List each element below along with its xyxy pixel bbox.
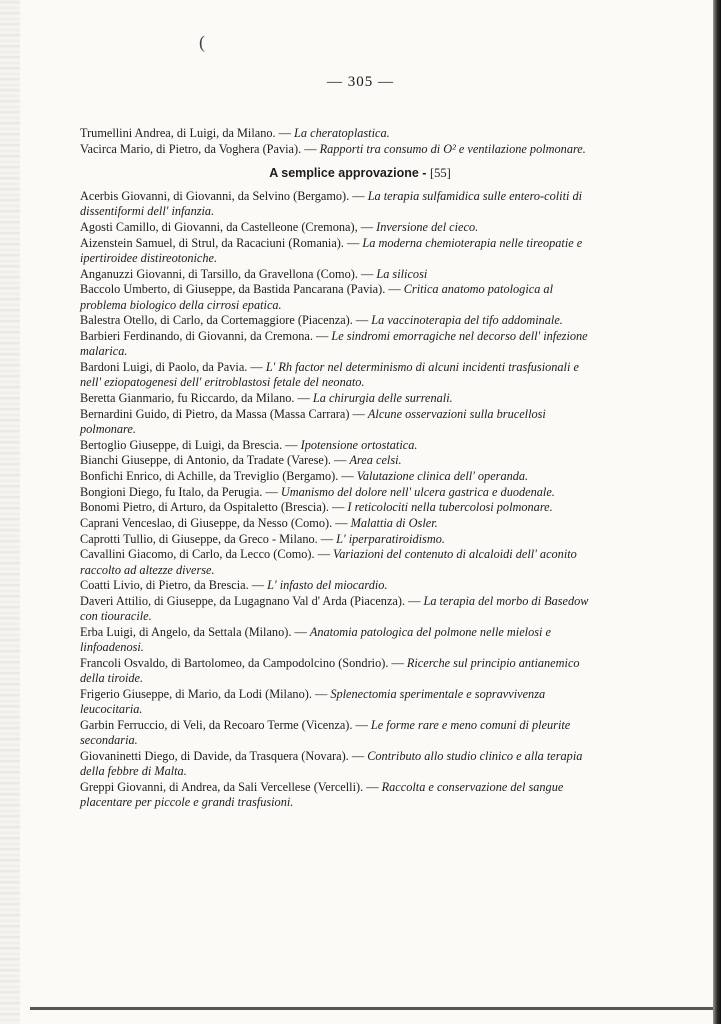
entry-author: Bertoglio Giuseppe, di Luigi, da Brescia. — [80, 437, 301, 452]
list-item [80, 625, 600, 656]
entry-author: Beretta Gianmario, fu Riccardo, da Milano. — [80, 390, 313, 405]
entry-list [80, 126, 600, 811]
list-item [80, 500, 600, 515]
entry-author: Caprani Venceslao, di Giuseppe, da Nesso (Como). — [80, 516, 351, 531]
entry-author: Daveri Attilio, di Giuseppe, da Lugagnano Val d' Arda (Piacenza). — [80, 594, 424, 609]
entry-title: Contributo allo studio clinico e alla terapia della febbre di Malta. [80, 749, 583, 779]
section-separator: - [418, 165, 430, 180]
entry-author: Greppi Giovanni, di Andrea, da Sali Vercellese (Vercelli). — [80, 780, 382, 795]
list-item [80, 329, 600, 360]
entry-title: Ricerche sul principio antianemico della tiroide. [80, 656, 580, 686]
entry-title: La vaccinoterapia del tifo addominale. [371, 313, 563, 328]
entry-title: Le sindromi emorragiche nel decorso dell' infezione malarica. [80, 329, 588, 359]
list-item [80, 578, 600, 593]
left-margin-shadow [0, 0, 20, 1024]
entry-title: Splenectomia sperimentale e sopravvivenza leucocitaria. [80, 687, 546, 717]
entry-author: Bonfichi Enrico, di Achille, da Treviglio (Bergamo). — [80, 469, 357, 484]
entry-author: Barbieri Ferdinando, di Giovanni, da Cremona. — [80, 329, 332, 343]
entry-title: La silicosi [376, 266, 428, 281]
entry-author: Francoli Osvaldo, di Bartolomeo, da Campodolcino (Sondrio). — [80, 656, 407, 671]
entry-title: Area celsi. [349, 453, 402, 468]
entry-author: Baccolo Umberto, di Giuseppe, da Bastida Pancarana (Pavia). — [80, 282, 404, 297]
entry-title: L' iperparatiroidismo. [336, 531, 445, 546]
entry-title: La moderna chemioterapia nelle tireopatie e ipertiroidee distireotoniche. [80, 235, 583, 265]
entry-title: La chirurgia delle surrenali. [312, 390, 453, 405]
list-item [80, 236, 600, 267]
entry-author: Balestra Otello, di Carlo, da Cortemaggiore (Piacenza). — [80, 313, 372, 328]
entry-title: Variazioni del contenuto di alcaloidi dell' aconito raccolto ad altezze diverse. [80, 547, 577, 577]
entry-author: Bonomi Pietro, di Arturo, da Ospitaletto (Brescia). — [80, 500, 348, 515]
entry-title: I reticolociti nella tubercolosi polmonare. [347, 500, 553, 515]
list-item [80, 438, 600, 453]
entry-author: Bianchi Giuseppe, di Antonio, da Tradate (Varese). — [80, 453, 350, 468]
entry-author: Aizenstein Samuel, di Strul, da Racaciuni (Romania). — [80, 235, 363, 250]
entry-title: Inversione del cieco. [376, 219, 479, 234]
entry-title: Le forme rare e meno comuni di pleurite secondaria. [80, 718, 571, 748]
entry-title: Raccolta e conservazione del sangue placentare per piccole e grandi trasfusioni. [80, 780, 564, 810]
entry-title: La terapia sulfamidica sulle entero-coliti di dissentiformi dell' infanzia. [80, 188, 583, 219]
entry-title: La cheratoplastica. [294, 126, 390, 140]
entry-author: Bongioni Diego, fu Italo, da Perugia. — [80, 484, 281, 499]
page-number: — 305 — [327, 74, 394, 90]
list-item [80, 749, 600, 780]
entry-title: Ipotensione ortostatica. [300, 437, 418, 452]
list-item [80, 360, 600, 391]
right-edge-shadow [713, 0, 721, 1024]
entry-author: Caprotti Tullio, di Giuseppe, da Greco - Milano. — [80, 531, 337, 546]
list-item [80, 780, 600, 811]
list-item [80, 142, 600, 157]
entry-title: Umanismo del dolore nell' ulcera gastrica e duodenale. [280, 484, 555, 499]
entry-title: Critica anatomo patologica al problema biologico della cirrosi epatica. [80, 282, 553, 312]
list-item [80, 453, 600, 468]
list-item [80, 547, 600, 578]
entry-author: Bernardini Guido, di Pietro, da Massa (Massa Carrara) — [80, 406, 368, 421]
list-item [80, 469, 600, 484]
entry-author: Cavallini Giacomo, di Carlo, da Lecco (Como). — [80, 547, 334, 562]
list-item [80, 516, 600, 531]
list-item [80, 407, 600, 438]
entry-title: Rapporti tra consumo di O² e ventilazione polmonare. [319, 141, 586, 156]
list-item [80, 126, 600, 141]
entry-author: Anganuzzi Giovanni, di Tarsillo, da Gravellona (Como). — [80, 266, 377, 281]
list-item [80, 220, 600, 235]
entry-author: Acerbis Giovanni, di Giovanni, da Selvino (Bergamo). — [80, 188, 368, 203]
list-item [80, 485, 600, 500]
entry-title: La terapia del morbo di Basedow con tiouracile. [80, 594, 589, 624]
entry-author: Bardoni Luigi, di Paolo, da Pavia. — [80, 359, 266, 374]
entry-author: Erba Luigi, di Angelo, da Settala (Milano). — [80, 625, 310, 640]
list-item [80, 687, 600, 718]
list-item [80, 189, 600, 220]
list-item [80, 594, 600, 625]
entry-title: Malattia di Osler. [350, 516, 438, 531]
entry-author: Garbin Ferruccio, di Veli, da Recoaro Terme (Vicenza). — [80, 718, 371, 733]
list-item [80, 656, 600, 687]
entry-title: Alcune osservazioni sulla brucellosi polmonare. [80, 406, 546, 436]
section-count: [55] [429, 165, 451, 180]
entry-title: Valutazione clinica dell' operanda. [356, 469, 529, 484]
entry-author: Coatti Livio, di Pietro, da Brescia. — [80, 578, 268, 593]
section-heading-text: A semplice approvazione [269, 165, 419, 180]
entry-title: L' Rh factor nel determinismo di alcuni incidenti trasfusionali e nell' eziopatogenesi dell' eritroblastosi fetale del neonato. [80, 359, 579, 390]
entry-author: Vacirca Mario, di Pietro, da Voghera (Pavia). — [80, 141, 320, 156]
list-item [80, 267, 600, 282]
entry-author: Frigerio Giuseppe, di Mario, da Lodi (Milano). — [80, 687, 331, 702]
list-item [80, 718, 600, 749]
bottom-edge-line [30, 1007, 713, 1010]
entry-author: Giovaninetti Diego, di Davide, da Trasquera (Novara). — [80, 749, 368, 764]
entry-title: L' infasto del miocardio. [267, 578, 388, 593]
entry-title: Anatomia patologica del polmone nelle mielosi e linfoadenosi. [80, 625, 551, 655]
list-item [80, 313, 600, 328]
list-item [80, 391, 600, 406]
entry-author: Trumellini Andrea, di Luigi, da Milano. — [80, 126, 295, 140]
pencil-mark: ( [199, 32, 205, 52]
entry-author: Agosti Camillo, di Giovanni, da Castelleone (Cremona), — [80, 219, 377, 234]
section-heading [80, 166, 600, 181]
list-item [80, 282, 600, 313]
list-item [80, 532, 600, 547]
